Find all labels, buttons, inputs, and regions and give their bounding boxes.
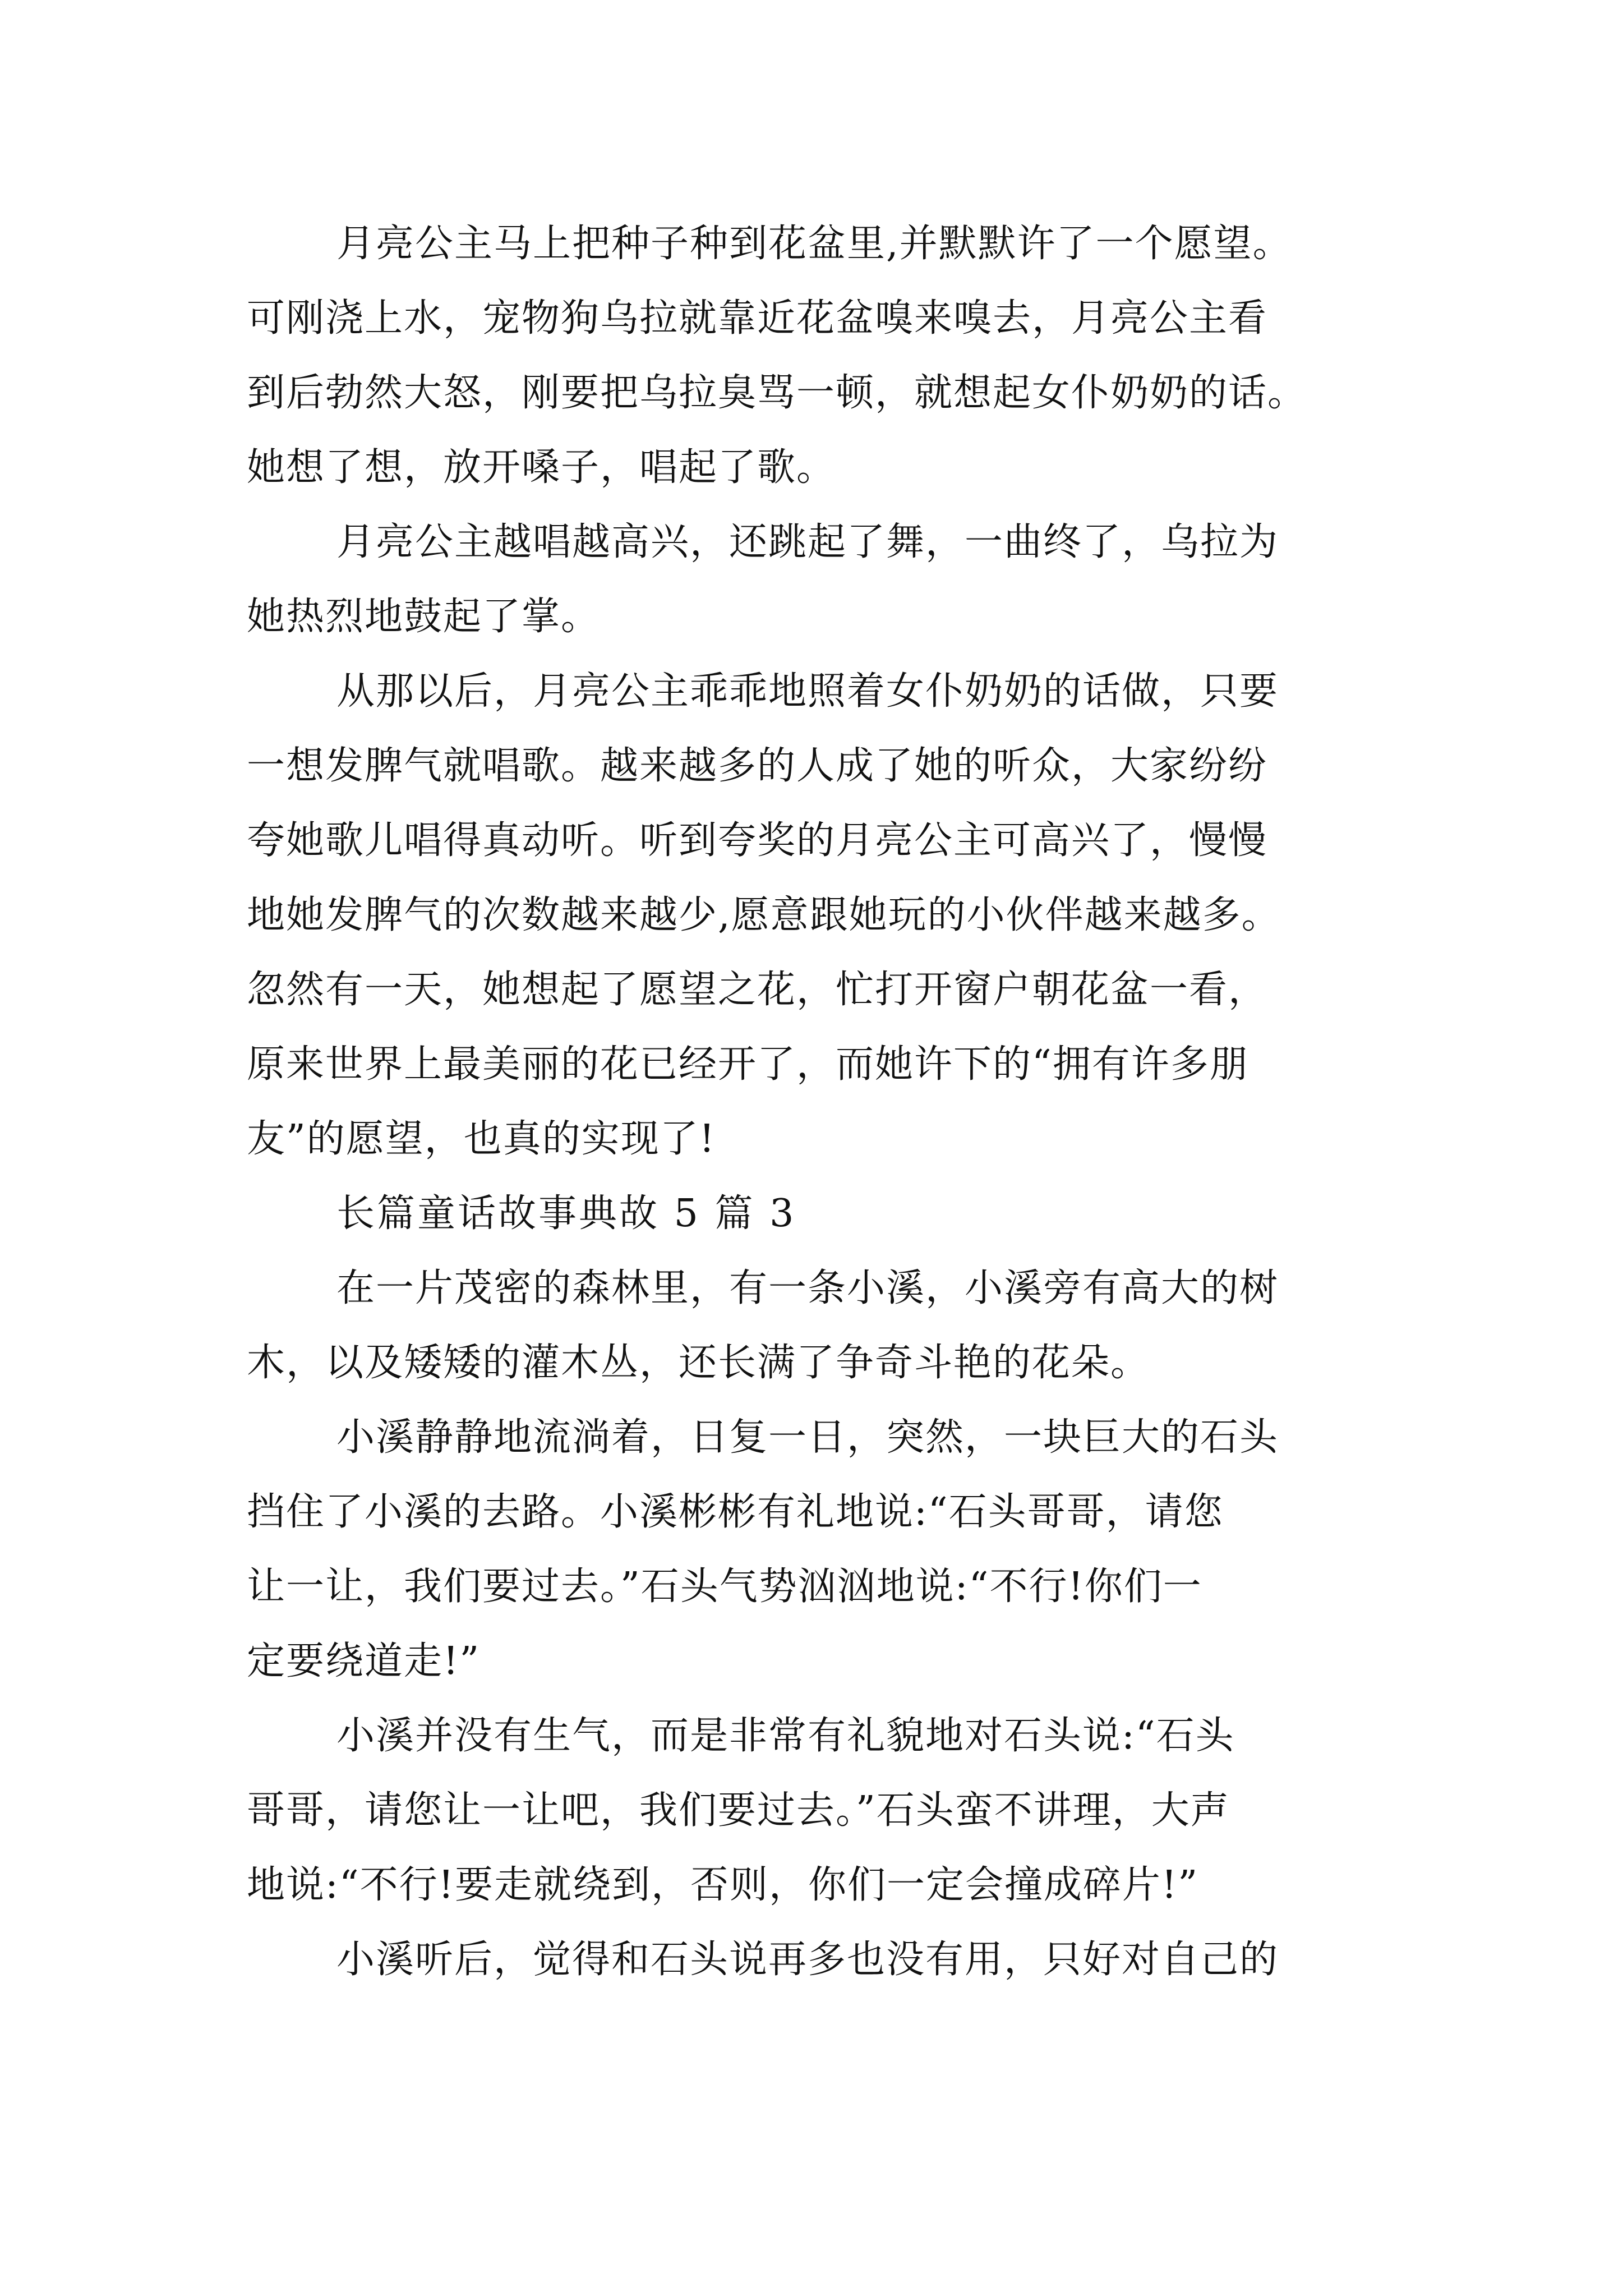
paragraph-line: 可刚浇上水，宠物狗乌拉就靠近花盆嗅来嗅去，月亮公主看 [247,296,1268,341]
paragraph-line: 挡住了小溪的去路。小溪彬彬有礼地说:“石头哥哥，请您 [247,1490,1224,1534]
paragraph-line: 她想了想，放开嗓子，唱起了歌。 [247,445,836,490]
paragraph-line: 友”的愿望，也真的实现了! [247,1117,716,1161]
paragraph-line: 忽然有一天，她想起了愿望之花，忙打开窗户朝花盆一看， [247,968,1268,1012]
paragraph-line: 木，以及矮矮的灌木丛，还长满了争奇斗艳的花朵。 [247,1341,1150,1385]
paragraph-line: 小溪静静地流淌着，日复一日，突然，一块巨大的石头 [336,1415,1279,1460]
paragraph-line: 地她发脾气的次数越来越少,愿意跟她玩的小伙伴越来越多。 [247,893,1281,937]
paragraph-line: 小溪并没有生气，而是非常有礼貌地对石头说:“石头 [336,1714,1235,1758]
paragraph-line: 从那以后，月亮公主乖乖地照着女仆奶奶的话做，只要 [336,669,1279,714]
paragraph-line: 哥哥，请您让一让吧，我们要过去。”石头蛮不讲理，大声 [247,1788,1230,1833]
paragraph-line: 月亮公主马上把种子种到花盆里,并默默许了一个愿望。 [336,222,1292,266]
paragraph-line: 她热烈地鼓起了掌。 [247,595,601,639]
paragraph-line: 定要绕道走!” [247,1639,481,1683]
paragraph-line: 在一片茂密的森林里，有一条小溪，小溪旁有高大的树 [336,1266,1279,1310]
paragraph-line: 原来世界上最美丽的花已经开了，而她许下的“拥有许多朋 [247,1042,1249,1087]
paragraph-line: 小溪听后，觉得和石头说再多也没有用，只好对自己的 [336,1938,1279,1982]
paragraph-line: 让一让，我们要过去。”石头气势汹汹地说:“不行!你们一 [247,1565,1202,1609]
paragraph-line: 到后勃然大怒，刚要把乌拉臭骂一顿，就想起女仆奶奶的话。 [247,371,1307,415]
paragraph-line: 一想发脾气就唱歌。越来越多的人成了她的听众，大家纷纷 [247,744,1268,788]
paragraph-line: 地说:“不行!要走就绕到，否则，你们一定会撞成碎片!” [247,1863,1199,1907]
paragraph-line: 夸她歌儿唱得真动听。听到夸奖的月亮公主可高兴了，慢慢 [247,818,1268,863]
section-heading: 长篇童话故事典故 5 篇 3 [336,1191,796,1236]
paragraph-line: 月亮公主越唱越高兴，还跳起了舞，一曲终了，乌拉为 [336,520,1279,564]
